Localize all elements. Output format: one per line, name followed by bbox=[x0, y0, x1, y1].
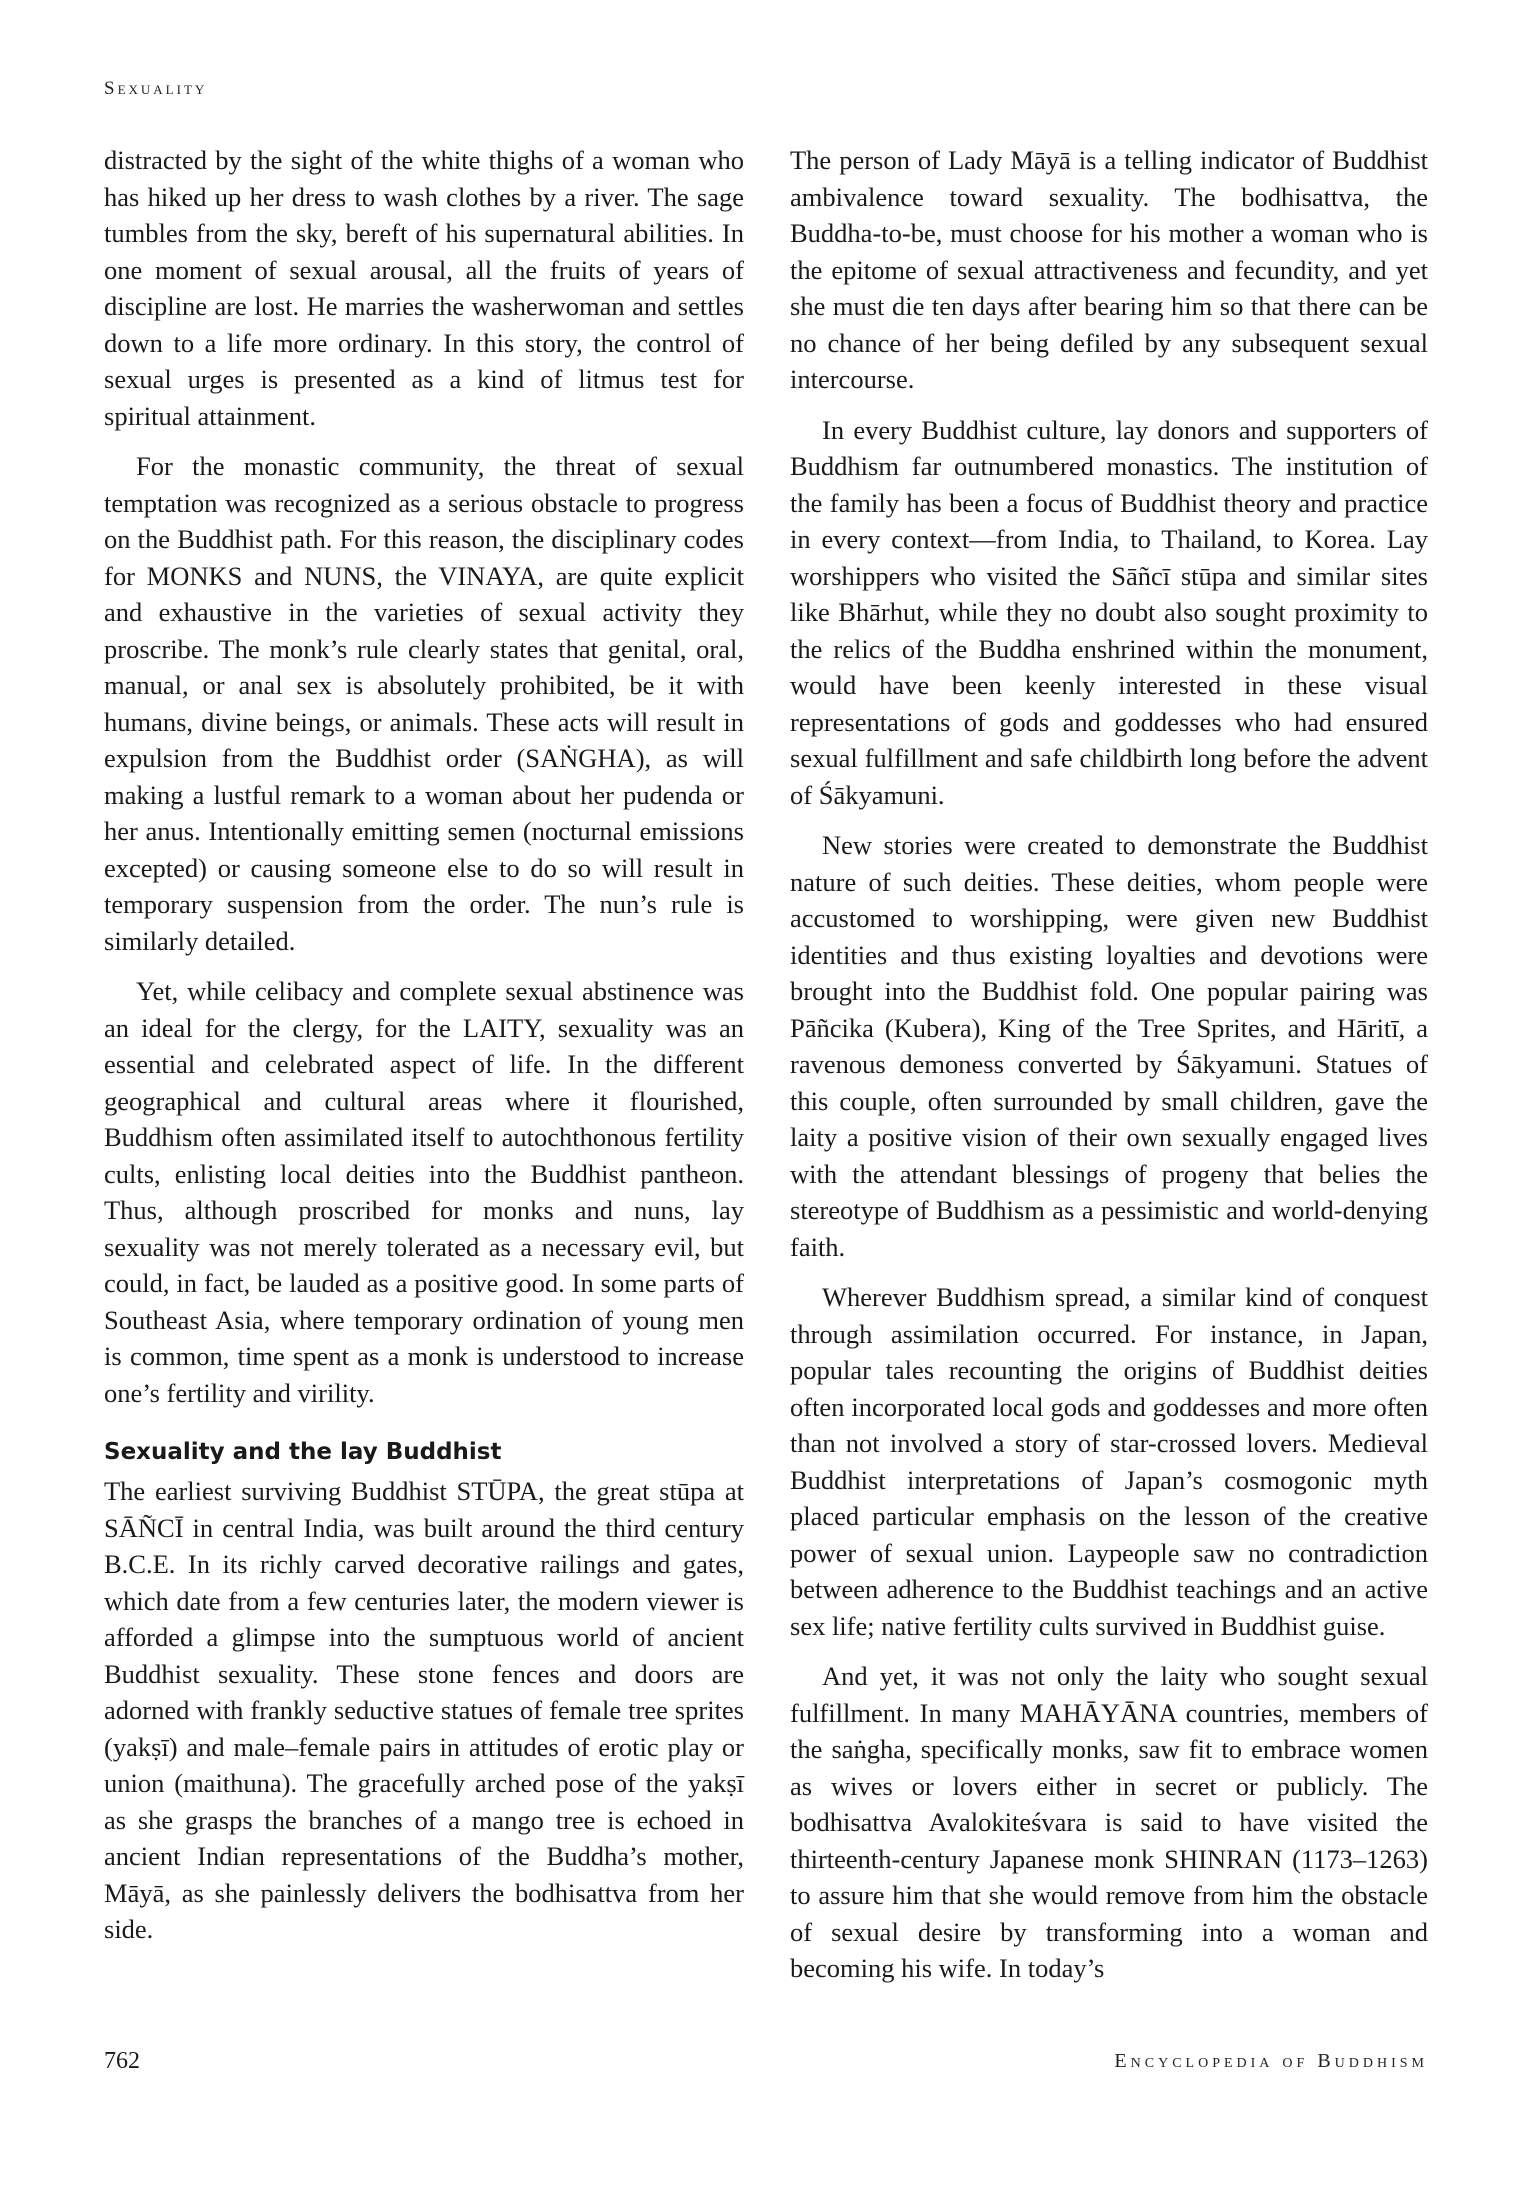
paragraph: Yet, while celibacy and complete sexual abstinence was an ideal for the clergy, for the LAITY, sexuality was an essential and celebrated aspect of life. In the different geographical and cultural areas where it flourished, Buddhism often assimilated itself to autochthonous fertility cults, enlisting local deities into the Buddhist pantheon. Thus, although proscribed for monks and nuns, lay sexuality was not merely tolerated as a necessary evil, but could, in fact, be lauded as a positive good. In some parts of Southeast Asia, where temporary ordination of young men is common, time spent as a monk is understood to increase one’s fertility and virility. bbox=[104, 976, 744, 1408]
page-number: 762 bbox=[104, 2048, 140, 2074]
paragraph: And yet, it was not only the laity who sought sexual fulfillment. In many MAHĀYĀNA countries, members of the saṅgha, specifically monks, saw fit to embrace women as wives or lovers either in secret or publicly. The bodhisattva Avalokiteśvara is said to have visited the thirteenth-century Japanese monk SHINRAN (1173–1263) to assure him that she would remove from him the obstacle of sexual desire by transforming into a woman and becoming his wife. In today’s bbox=[790, 1661, 1428, 1983]
paragraph: For the monastic community, the threat of sexual temptation was recognized as a serious obstacle to progress on the Buddhist path. For this reason, the disciplinary codes for MONKS and NUNS, the VINAYA, are quite explicit and exhaustive in the varieties of sexual activity they proscribe. The monk’s rule clearly states that genital, oral, manual, or anal sex is absolutely prohibited, be it with humans, divine beings, or animals. These acts will result in expulsion from the Buddhist order (SAṄGHA), as will making a lustful remark to a woman about her pudenda or her anus. Intentionally emitting semen (nocturnal emissions excepted) or causing someone else to do so will result in temporary suspension from the order. The nun’s rule is similarly detailed. bbox=[104, 451, 744, 956]
paragraph: The earliest surviving Buddhist STŪPA, the great stūpa at SĀÑCĪ in central India, was built around the third century B.C.E. In its richly carved decorative railings and gates, which date from a few centuries later, the modern viewer is afforded a glimpse into the sumptuous world of ancient Buddhist sexuality. These stone fences and doors are adorned with frankly seductive statues of female tree sprites (yakṣī) and male–female pairs in attitudes of erotic play or union (maithuna). The gracefully arched pose of the yakṣī as she grasps the branches of a mango tree is echoed in ancient Indian representations of the Buddha’s mother, Māyā, as she painlessly delivers the bodhisattva from her side. bbox=[104, 1476, 744, 1944]
book-title: Encyclopedia of Buddhism bbox=[1114, 2050, 1428, 2072]
paragraph: In every Buddhist culture, lay donors and supporters of Buddhism far outnumbered monastics. The institution of the family has been a focus of Buddhist theory and practice in every context—from India, to Thailand, to Korea. Lay worshippers who visited the Sāñcī stūpa and similar sites like Bhārhut, while they no doubt also sought proximity to the relics of the Buddha enshrined within the monument, would have been keenly interested in these visual representations of gods and goddesses who had ensured sexual fulfillment and safe childbirth long before the advent of Śākyamuni. bbox=[790, 414, 1428, 810]
paragraph: New stories were created to demonstrate the Buddhist nature of such deities. These deities, whom people were accustomed to worshipping, were given new Buddhist identities and thus existing loyalties and devotions were brought into the Buddhist fold. One popular pairing was Pāñcika (Kubera), King of the Tree Sprites, and Hāritī, a ravenous demoness converted by Śākyamuni. Statues of this couple, often surrounded by small children, gave the laity a positive vision of their own sexually engaged lives with the attendant blessings of progeny that belies the stereotype of Buddhism as a pessimistic and world-denying faith. bbox=[790, 830, 1428, 1262]
section-subheading: Sexuality and the lay Buddhist bbox=[104, 1439, 502, 1465]
right-column bbox=[790, 142, 1428, 2001]
left-column bbox=[104, 142, 744, 1962]
paragraph: distracted by the sight of the white thighs of a woman who has hiked up her dress to wash clothes by a river. The sage tumbles from the sky, bereft of his supernatural abilities. In one moment of sexual arousal, all the fruits of years of discipline are lost. He marries the washerwoman and settles down to a life more ordinary. In this story, the control of sexual urges is presented as a kind of litmus test for spiritual attainment. bbox=[104, 145, 744, 431]
paragraph: The person of Lady Māyā is a telling indicator of Buddhist ambivalence toward sexuality. The bodhisattva, the Buddha-to-be, must choose for his mother a woman who is the epitome of sexual attractiveness and fecundity, and yet she must die ten days after bearing him so that there can be no chance of her being defiled by any subsequent sexual intercourse. bbox=[790, 145, 1428, 394]
running-head: Sexuality bbox=[104, 78, 208, 99]
paragraph: Wherever Buddhism spread, a similar kind of conquest through assimilation occurred. For instance, in Japan, popular tales recounting the origins of Buddhist deities often incorporated local gods and goddesses and more often than not involved a story of star-crossed lovers. Medieval Buddhist interpretations of Japan’s cosmogonic myth placed particular emphasis on the lesson of the creative power of sexual union. Laypeople saw no contradiction between adherence to the Buddhist teachings and an active sex life; native fertility cults survived in Buddhist guise. bbox=[790, 1282, 1428, 1641]
